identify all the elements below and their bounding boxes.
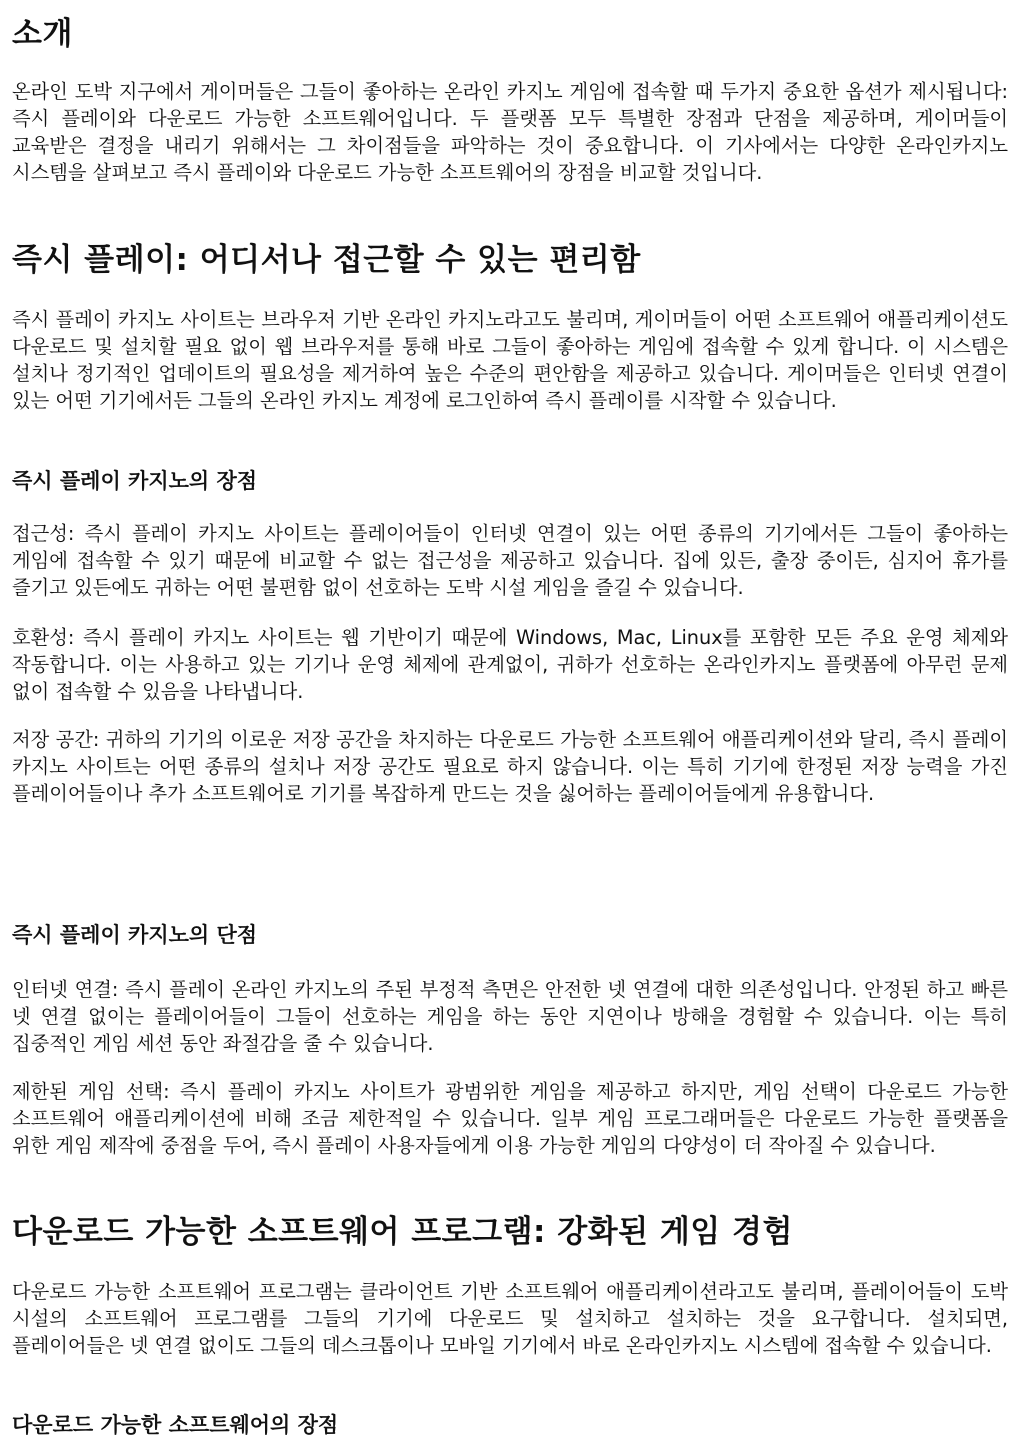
instant-cons-game-selection: 제한된 게임 선택: 즉시 플레이 카지노 사이트가 광범위한 게임을 제공하고 하지만, 게임 선택이 다운로드 가능한 소프트웨어 애플리케이션에 비해 조금 제한적일 수 있습니다. 일부 게임 프로그래머들은 다운로드 가능한 플랫폼을 위한 게임 제작에 중점을 두어, 즉시 플레이 사용자들에게 이용 가능한 게임의 다양성이 더 작아질 수 있습니다. — [12, 1080, 1008, 1157]
instant-pros-heading: 즉시 플레이 카지노의 장점 — [12, 469, 258, 493]
instant-cons-connection: 인터넷 연결: 즉시 플레이 온라인 카지노의 주된 부정적 측면은 안전한 넷 연결에 대한 의존성입니다. 안정된 하고 빠른 넷 연결 없이는 플레이어들이 그들이 선호하는 게임을 하는 동안 지연이나 방해을 경험할 수 있습니다. 이는 특히 집중적인 게임 세션 동안 좌절감을 줄 수 있습니다. — [12, 978, 1008, 1055]
instant-pros-storage: 저장 공간: 귀하의 기기의 이로운 저장 공간을 차지하는 다운로드 가능한 소프트웨어 애플리케이션와 달리, 즉시 플레이 카지노 사이트는 어떤 종류의 설치나 저장 공간도 필요로 하지 않습니다. 이는 특히 기기에 한정된 저장 능력을 가진 플레이어들이나 추가 소프트웨어로 기기를 복잡하게 만드는 것을 싫어하는 플레이어들에게 유용합니다. — [12, 728, 1008, 805]
intro-heading: 소개 — [12, 16, 73, 52]
instant-play-paragraph: 즉시 플레이 카지노 사이트는 브라우저 기반 온라인 카지노라고도 불리며, 게이머들이 어떤 소프트웨어 애플리케이션도 다운로드 및 설치할 필요 없이 웹 브라우저를 통해 바로 그들이 좋아하는 게임에 접속할 수 있게 합니다. 이 시스템은 설치나 정기적인 업데이트의 필요성을 제거하여 높은 수준의 편안함을 제공하고 있습니다. 게이머들은 인터넷 연결이 있는 어떤 기기에서든 그들의 온라인 카지노 계정에 로그인하여 즉시 플레이를 시작할 수 있습니다. — [12, 308, 1008, 412]
intro-paragraph: 온라인 도박 지구에서 게이머들은 그들이 좋아하는 온라인 카지노 게임에 접속할 때 두가지 중요한 옵션가 제시됩니다: 즉시 플레이와 다운로드 가능한 소프트웨어입니다. 두 플랫폼 모두 특별한 장점과 단점을 제공하며, 게이머들이 교육받은 결정을 내리기 위해서는 그 차이점들을 파악하는 것이 중요합니다. 이 기사에서는 다양한 온라인카지노 시스템을 살펴보고 즉시 플레이와 다운로드 가능한 소프트웨어의 장점을 비교할 것입니다. — [12, 80, 1008, 184]
download-heading: 다운로드 가능한 소프트웨어 프로그램: 강화된 게임 경험 — [12, 1214, 793, 1250]
instant-play-heading: 즉시 플레이: 어디서나 접근할 수 있는 편리함 — [12, 242, 641, 278]
download-paragraph: 다운로드 가능한 소프트웨어 프로그램는 클라이언트 기반 소프트웨어 애플리케이션라고도 불리며, 플레이어들이 도박 시설의 소프트웨어 프로그램를 그들의 기기에 다운로드 및 설치하고 설치하는 것을 요구합니다. 설치되면, 플레이어들은 넷 연결 없이도 그들의 데스크톱이나 모바일 기기에서 바로 온라인카지노 시스템에 접속할 수 있습니다. — [12, 1280, 1008, 1357]
download-pros-heading: 다운로드 가능한 소프트웨어의 장점 — [12, 1413, 339, 1437]
instant-pros-accessibility: 접근성: 즉시 플레이 카지노 사이트는 플레이어들이 인터넷 연결이 있는 어떤 종류의 기기에서든 그들이 좋아하는 게임에 접속할 수 있기 때문에 비교할 수 없는 접근성을 제공하고 있습니다. 집에 있든, 출장 중이든, 심지어 휴가를 즐기고 있든에도 귀하는 어떤 불편함 없이 선호하는 도박 시설 게임을 즐길 수 있습니다. — [12, 522, 1008, 599]
instant-cons-heading: 즉시 플레이 카지노의 단점 — [12, 923, 258, 947]
instant-pros-compatibility: 호환성: 즉시 플레이 카지노 사이트는 웹 기반이기 때문에 Windows, Mac, Linux를 포함한 모든 주요 운영 체제와 작동합니다. 이는 사용하고 있는 기기나 운영 체제에 관계없이, 귀하가 선호하는 온라인카지노 플랫폼에 아무런 문제 없이 접속할 수 있음을 나타냅니다. — [12, 626, 1008, 703]
